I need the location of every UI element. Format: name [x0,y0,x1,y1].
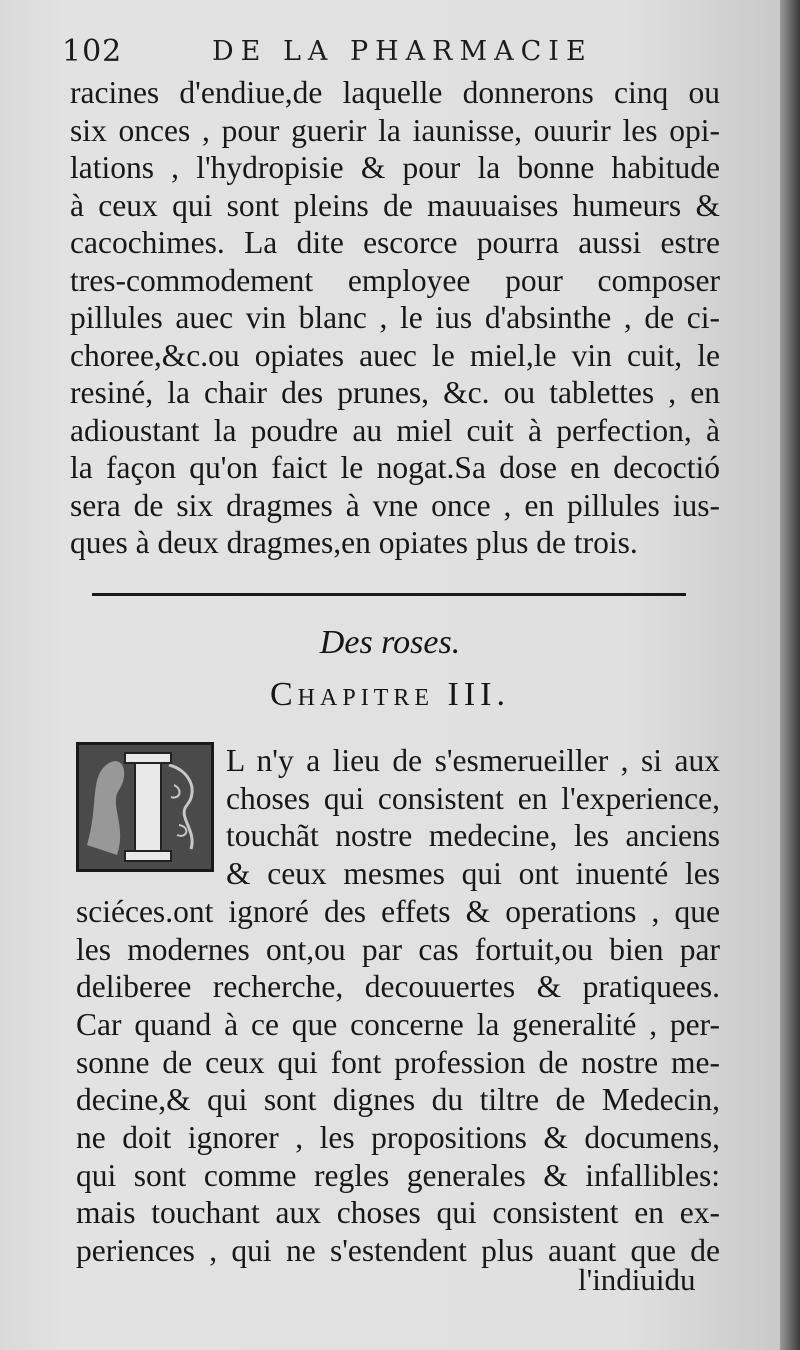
section-divider [92,593,686,596]
text-line: touchãt nostre medecine, les anciens [226,818,720,854]
text-line: sciéces.ont ignoré des effets & operations , que [76,893,720,929]
page-number: 102 [62,34,123,69]
text-line: ques à deux dragmes,en opiates plus de trois. [70,525,638,560]
section-title: Des roses. [319,624,461,661]
text-line: cacochimes. La dite escorce pourra aussi estre [70,225,720,260]
chapter-body [76,742,720,1270]
text-line: adioustant la poudre au miel cuit à perfection, à [70,412,720,448]
chapter-heading: Chapitre III. [270,676,510,713]
text-line: sera de six dragmes à vne once , en pillules ius- [70,487,720,523]
book-gutter-edge [780,0,800,1350]
text-line: resiné, la chair des prunes, &c. ou tablettes , en [70,375,720,410]
text-line: six onces , pour guerir la iaunisse, ouurir les opi- [70,112,720,148]
text-line: à ceux qui sont pleins de mauuaises humeurs & [70,187,720,223]
text-line: decine,& qui sont dignes du tiltre de Medecin, [76,1082,720,1118]
text-line: ne doit ignorer , les propositions & documens, [76,1120,720,1156]
text-line: sonne de ceux qui font profession de nostre me- [76,1044,720,1080]
running-head: DE LA PHARMACIE [212,36,593,67]
text-line: choree,&c.ou opiates auec le miel,le vin cuit, le [70,337,720,373]
page-header [62,34,722,74]
text-line: mais touchant aux choses qui consistent en ex- [76,1195,720,1231]
text-line: les modernes ont,ou par cas fortuit,ou bien par [76,931,720,967]
text-line: Car quand à ce que concerne la generalité , per- [76,1006,720,1042]
text-line: choses qui consistent en l'experience, [226,780,720,816]
text-line: periences , qui ne s'estendent plus auant que de [76,1233,720,1269]
text-line: tres-commodement employee pour composer [70,262,720,298]
catchword: l'indiuidu [578,1262,696,1297]
text-line: la façon qu'on faict le nogat.Sa dose en decoctió [70,450,720,485]
text-line: qui sont comme regles generales & infallibles: [76,1157,720,1193]
text-line: lations , l'hydropisie & pour la bonne habitude [70,150,720,185]
text-line: racines d'endiue,de laquelle donnerons cinq ou [70,75,720,110]
top-paragraph [70,74,720,562]
text-line: & ceux mesmes qui ont inuenté les [226,856,720,892]
text-line: pillules auec vin blanc , le ius d'absinthe , de ci- [70,300,720,335]
text-line: deliberee recherche, decouuertes & pratiquees. [76,969,720,1005]
text-line: L n'y a lieu de s'esmerueiller , si aux [226,743,720,778]
